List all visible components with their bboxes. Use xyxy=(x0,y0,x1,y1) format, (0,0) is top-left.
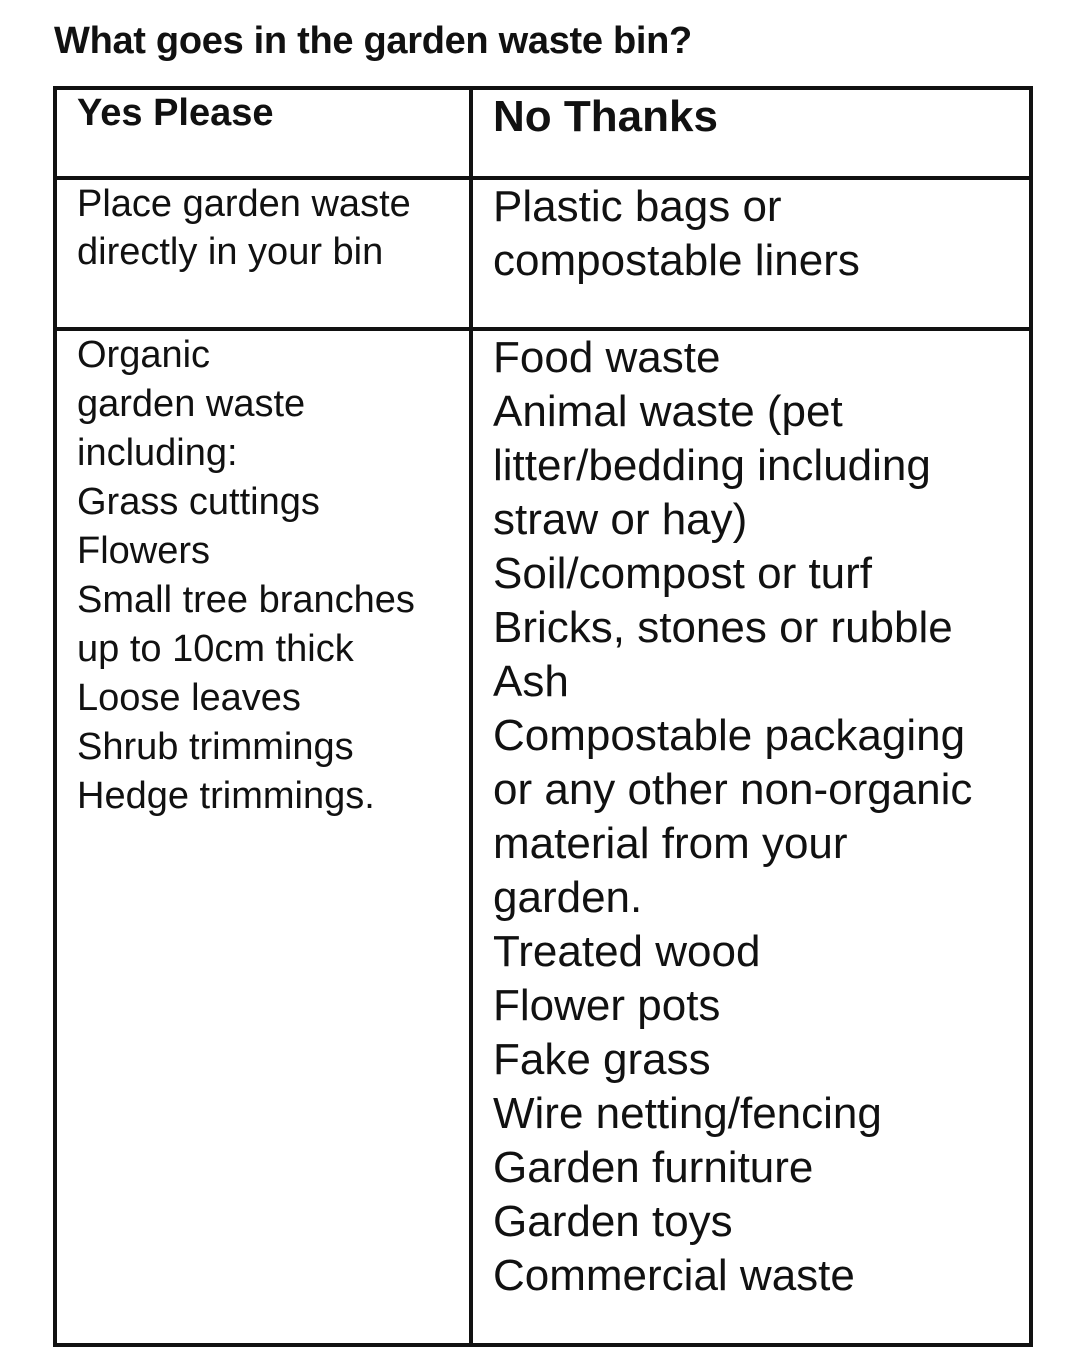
list-item: garden waste xyxy=(77,383,306,425)
list-item: Flower pots xyxy=(493,981,721,1030)
list-item: Organic xyxy=(77,334,211,376)
list-item: compostable liners xyxy=(493,236,860,285)
list-item: straw or hay) xyxy=(493,495,748,544)
list-item: Place garden waste xyxy=(77,183,411,225)
table-header-row xyxy=(55,88,1031,178)
list-item: Small tree branches xyxy=(77,579,415,621)
page-title: What goes in the garden waste bin? xyxy=(54,20,692,62)
list-item: Treated wood xyxy=(493,927,761,976)
list-item: Garden toys xyxy=(493,1197,733,1246)
list-item: Garden furniture xyxy=(493,1143,814,1192)
list-item: Shrub trimmings xyxy=(77,726,354,768)
no-cell-rejected-items xyxy=(471,329,1031,1345)
garden-waste-table xyxy=(53,86,1033,1347)
list-item: litter/bedding including xyxy=(493,441,931,490)
yes-cell-bin-instructions xyxy=(55,178,471,329)
list-item: Flowers xyxy=(77,530,211,572)
list-item: Plastic bags or xyxy=(493,182,782,231)
list-item: garden. xyxy=(493,873,643,922)
list-item: Grass cuttings xyxy=(77,481,320,523)
list-item: directly in your bin xyxy=(77,231,384,273)
list-item: including: xyxy=(77,432,238,474)
no-cell-bags xyxy=(471,178,1031,329)
list-item: Ash xyxy=(493,657,569,706)
table-row xyxy=(55,178,1031,329)
list-item: Compostable packaging xyxy=(493,711,966,760)
list-item: Hedge trimmings. xyxy=(77,775,375,817)
list-item: Fake grass xyxy=(493,1035,711,1084)
list-item: Loose leaves xyxy=(77,677,301,719)
list-item: material from your xyxy=(493,819,848,868)
list-item: Food waste xyxy=(493,333,721,382)
yes-cell-accepted-items xyxy=(55,329,471,1345)
list-item: or any other non-organic xyxy=(493,765,973,814)
header-no-thanks: No Thanks xyxy=(471,88,1031,178)
list-item: Commercial waste xyxy=(493,1251,855,1300)
list-item: Soil/compost or turf xyxy=(493,549,873,598)
header-yes-please: Yes Please xyxy=(55,88,471,178)
table-row xyxy=(55,329,1031,1345)
list-item: up to 10cm thick xyxy=(77,628,354,670)
list-item: Bricks, stones or rubble xyxy=(493,603,953,652)
list-item: Wire netting/fencing xyxy=(493,1089,882,1138)
list-item: Animal waste (pet xyxy=(493,387,843,436)
